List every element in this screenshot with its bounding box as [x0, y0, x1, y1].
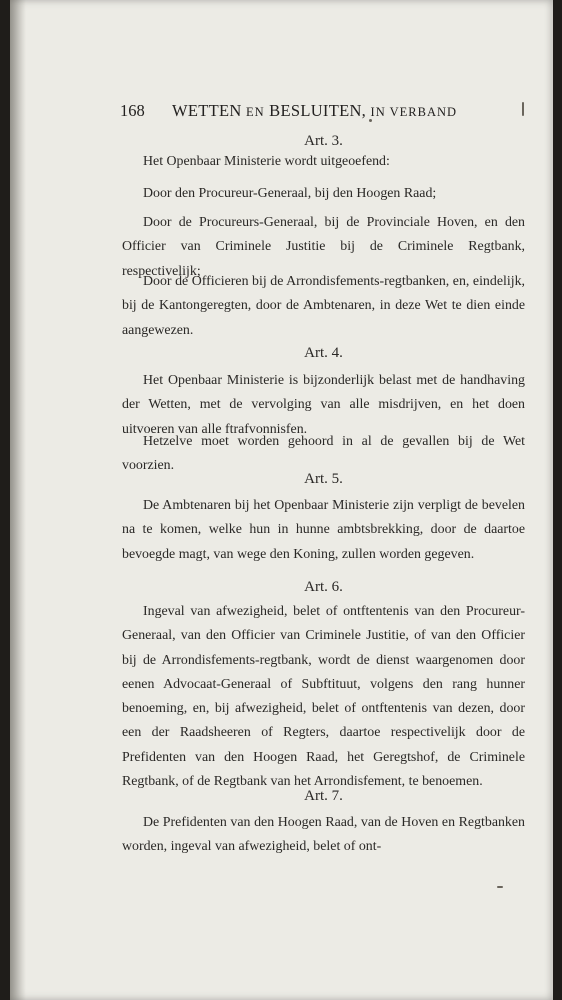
title-wetten: WETTEN: [172, 101, 242, 120]
title-in-verband: IN VERBAND: [370, 105, 458, 119]
article-heading: Art. 5.: [304, 471, 343, 487]
article-paragraph: Door de Officieren bij de Arrondisfements-regtbanken, en, eindelijk, bij de Kantongeregten, door de Ambtenaren, in deze Wet te dien einde aangewezen.: [122, 274, 525, 338]
article-paragraph: Ingeval van afwezigheid, belet of ontftentenis van den Procureur-Generaal, van den Officier van Criminele Justitie, of van den Officier bij de Arrondisfements-regtbank, wordt de dienst waargenomen door eenen Advocaat-Generaal of Subftituut, volgens den rang hunner benoeming, en, bij afwezigheid, belet of ontftentenis van dezen, door een der Raadsheeren of Regters, daartoe respectivelijk door de Prefidenten van den Hoogen Raad, het Geregtshof, de Criminele Regtbank, of de Regtbank van het Arrondisfement, te benoemen.: [122, 604, 525, 790]
page-number: 168: [120, 101, 145, 120]
article-paragraph: Het Openbaar Ministerie is bijzonderlijk belast met de handhaving der Wetten, met de vervolging van alle misdrijven, en het doen uitvoeren van alle ftrafvonnisfen.: [122, 373, 525, 437]
article-paragraph: Hetzelve moet worden gehoord in al de gevallen bij de Wet voorzien.: [122, 434, 525, 474]
title-besluiten: BESLUITEN,: [269, 101, 367, 120]
article-paragraph: Door den Procureur-Generaal, bij den Hoogen Raad;: [143, 186, 437, 201]
title-en: EN: [246, 105, 265, 119]
article-heading: Art. 7.: [304, 788, 343, 804]
running-header: [120, 101, 520, 125]
ink-speck: [497, 886, 503, 888]
page-gutter-shadow: [10, 0, 26, 1000]
ink-speck: [369, 119, 372, 122]
article-heading: Art. 3.: [304, 133, 343, 149]
margin-mark: [522, 102, 524, 116]
article-paragraph: Het Openbaar Ministerie wordt uitgeoefend:: [143, 154, 390, 169]
running-title: [172, 101, 457, 121]
article-heading: Art. 6.: [304, 579, 343, 595]
article-heading: Art. 4.: [304, 345, 343, 361]
article-paragraph: De Prefidenten van den Hoogen Raad, van de Hoven en Regtbanken worden, ingeval van afwezigheid, belet of ont-: [122, 815, 525, 855]
article-paragraph: Door de Procureurs-Generaal, bij de Provinciale Hoven, en den Officier van Criminele Justitie bij de Criminele Regtbank, respectivelijk;: [122, 215, 525, 279]
article-paragraph: De Ambtenaren bij het Openbaar Ministerie zijn verpligt de bevelen na te komen, welke hun in hunne ambtsbrekking, door de daartoe bevoegde magt, van wege den Koning, zullen worden gegeven.: [122, 498, 525, 562]
